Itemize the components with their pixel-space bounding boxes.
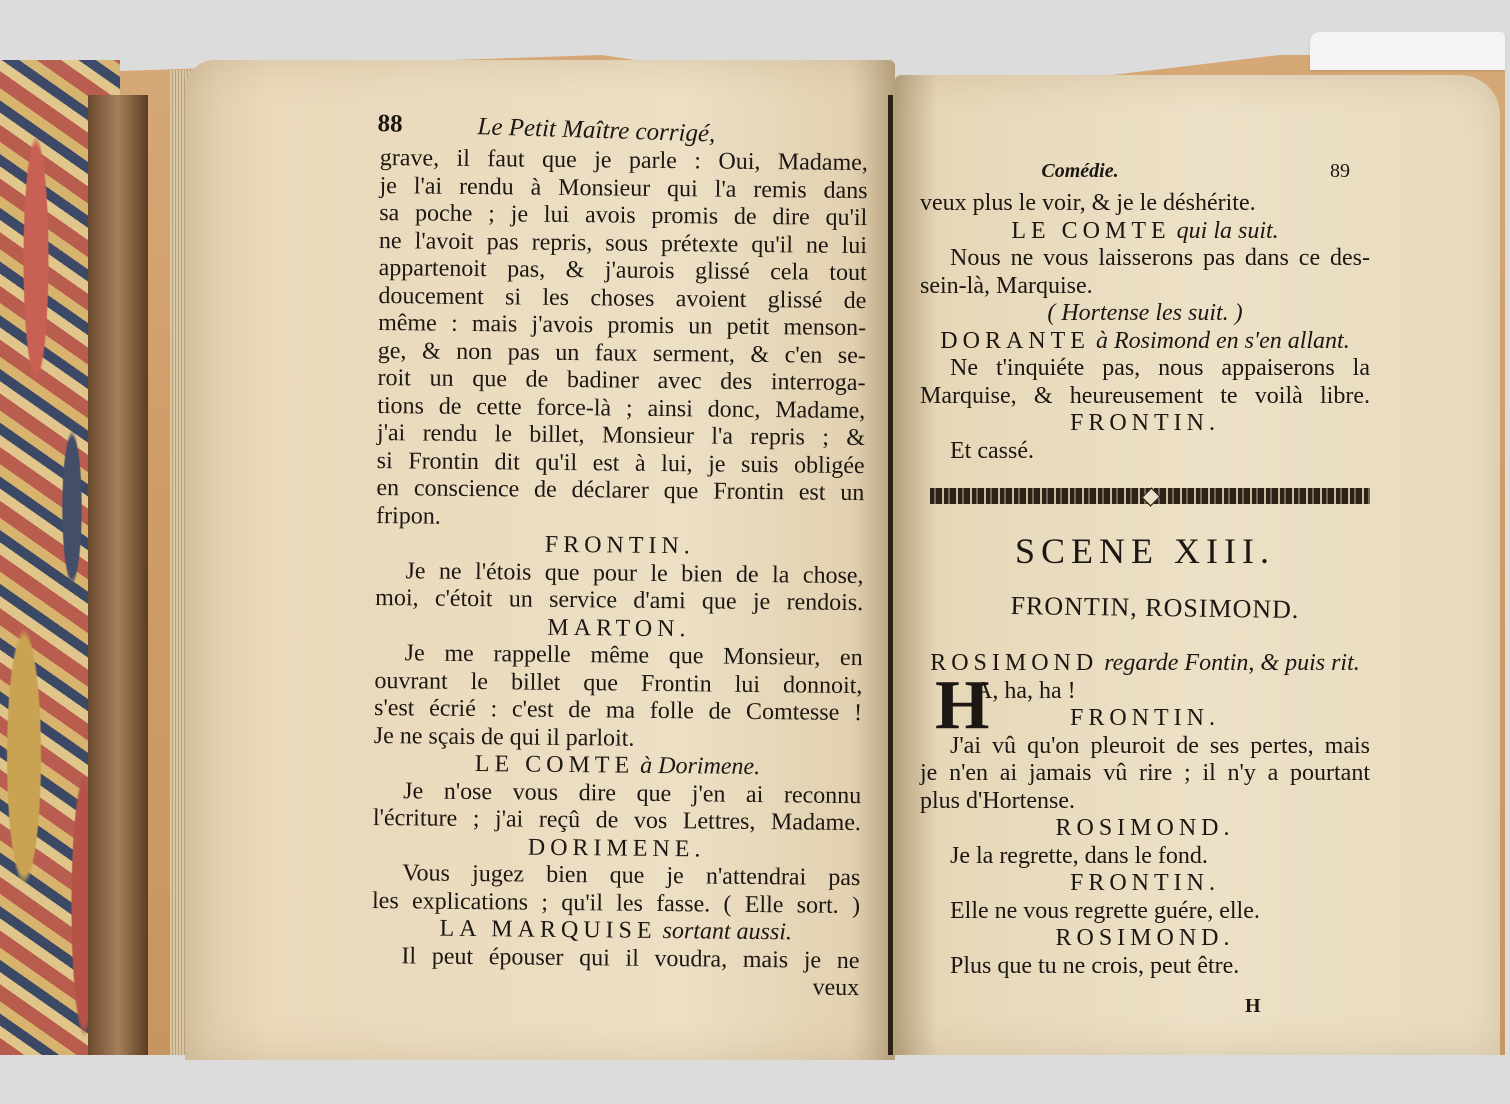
right-top-line: sein-là, Marquise. [920, 272, 1093, 299]
signature-mark: H [1245, 995, 1261, 1017]
left-lines-line: Je ne sçais de qui il parloit. [373, 722, 635, 752]
speaker-name: LE COMTE [474, 751, 635, 779]
right-bottom-line: plus d'Hortense. [920, 787, 1075, 814]
left-lines-line: ge, & non pas un faux serment, & c'en se- [377, 337, 866, 369]
right-top-line: Nous ne vous laisserons pas dans ce des- [950, 245, 1370, 271]
stage-direction: à Dorimene. [634, 752, 761, 781]
left-lines-line: les explications ; qu'il les fasse. ( Elle sort. ) [371, 887, 861, 919]
right-bottom-line: FRONTIN. [1069, 870, 1220, 896]
right-bottom-line: J'ai vû qu'on pleuroit de ses pertes, mais [950, 732, 1370, 759]
right-top-line: veux plus le voir, & je le déshérite. [920, 190, 1256, 216]
right-page-number: 89 [1330, 160, 1350, 182]
right-bottom-line: A, ha, ha ! [975, 677, 1076, 704]
left-running-title: Le Petit Maître corrigé, [477, 113, 716, 148]
left-lines-line: Vous jugez bien que je n'attendrai pas [402, 860, 861, 892]
scene-characters: FRONTIN, ROSIMOND. [1010, 590, 1300, 625]
book-gutter [888, 95, 893, 1055]
left-lines-line: MARTON. [547, 614, 691, 642]
left-page-text [371, 145, 868, 1003]
right-running-title: Comédie. [1041, 160, 1119, 182]
stage-direction: qui la suit. [1170, 217, 1279, 244]
right-bottom-line: FRONTIN. [1069, 705, 1220, 731]
book-cover-edge [88, 95, 148, 1055]
right-top-line [920, 218, 1370, 246]
left-lines-line: si Frontin dit qu'il est à lui, je suis obligée [376, 447, 865, 479]
right-top-line: Marquise, & heureusement te voilà libre. [920, 382, 1370, 409]
right-bottom-line: ROSIMOND. [1055, 925, 1235, 951]
speaker-name: DORANTE [940, 327, 1090, 354]
left-lines-line: Je n'ose vous dire que j'en ai reconnu [403, 777, 862, 809]
left-lines-line: tions de cette force-là ; ainsi donc, Madame, [377, 392, 866, 424]
left-lines-line: j'ai rendu le billet, Monsieur l'a repris ; & [376, 419, 866, 452]
stage-direction: sortant aussi. [656, 917, 793, 946]
left-lines-line: Il peut épouser qui il voudra, mais je ne [401, 942, 860, 974]
left-lines-line: en conscience de déclarer que Frontin est un [376, 474, 865, 507]
left-lines-line [372, 915, 860, 948]
paper-scrap [1310, 32, 1505, 70]
left-lines-line: ne l'avoit pas repris, sous prétexte qu'il ne lui [378, 227, 868, 259]
scene-heading: SCENE XIII. [1015, 531, 1275, 571]
speaker-name: LE COMTE [1011, 217, 1171, 244]
left-lines-line: roit un que de badiner avec des interroga- [377, 364, 866, 397]
right-top-line [920, 328, 1370, 356]
right-bottom-line: ROSIMOND. [1055, 815, 1235, 841]
left-lines-line: Je me rappelle même que Monsieur, en [404, 640, 863, 672]
left-lines-line: grave, il faut que je parle : Oui, Madame, [379, 145, 868, 177]
left-lines-line: sa poche ; je lui avois promis de dire qu'il [379, 199, 868, 232]
speaker-name: LA MARQUISE [439, 915, 657, 944]
left-lines-line: appartenoit pas, & j'aurois glissé cela tout [378, 254, 867, 287]
left-page-number: 88 [377, 110, 403, 138]
right-bottom-line: Plus que tu ne crois, peut être. [950, 952, 1240, 979]
right-top-line [920, 300, 1370, 328]
right-page-text-top [920, 190, 1370, 465]
left-lines-line: même : mais j'avois promis un petit menson- [377, 309, 867, 342]
left-lines-line: fripon. [375, 502, 441, 530]
right-top-line: FRONTIN. [1069, 410, 1220, 436]
stage-direction: regarde Fontin, & puis rit. [1098, 650, 1360, 676]
left-lines-line: je l'ai rendu à Monsieur qui l'a remis dans [379, 172, 868, 204]
right-running-head [920, 160, 1370, 183]
stage-direction: à Rosimond en s'en allant. [1089, 327, 1350, 354]
left-lines-line: moi, c'étoit un service d'ami que je rendois. [375, 584, 864, 617]
stage-direction: ( Hortense les suit. ) [1047, 300, 1243, 326]
drop-cap: H [935, 667, 990, 744]
left-lines-line: s'est écrié : c'est de ma folle de Comtesse ! [373, 694, 863, 727]
right-top-line: Et cassé. [950, 437, 1034, 464]
left-lines-line: DORIMENE. [527, 834, 706, 862]
right-bottom-line: je n'en ai jamais vû rire ; il n'y a pourtant [920, 760, 1370, 786]
left-lines-line: FRONTIN. [544, 531, 695, 560]
right-bottom-line: Elle ne vous regrette guére, elle. [950, 897, 1260, 924]
left-lines-line: doucement si les choses avoient glissé de [378, 282, 867, 314]
speaker-name: ROSIMOND [930, 650, 1099, 676]
left-lines-line: ouvrant le billet que Frontin lui donnoit, [374, 667, 863, 699]
left-lines-line: l'écriture ; j'ai reçû de vos Lettres, Madame. [372, 804, 862, 837]
left-lines-line: veux [812, 974, 860, 1002]
right-top-line: Ne t'inquiéte pas, nous appaiserons la [950, 355, 1370, 381]
right-bottom-line: Je la regrette, dans le fond. [950, 842, 1208, 869]
left-lines-line: Je ne l'étois que pour le bien de la chose, [405, 557, 864, 589]
